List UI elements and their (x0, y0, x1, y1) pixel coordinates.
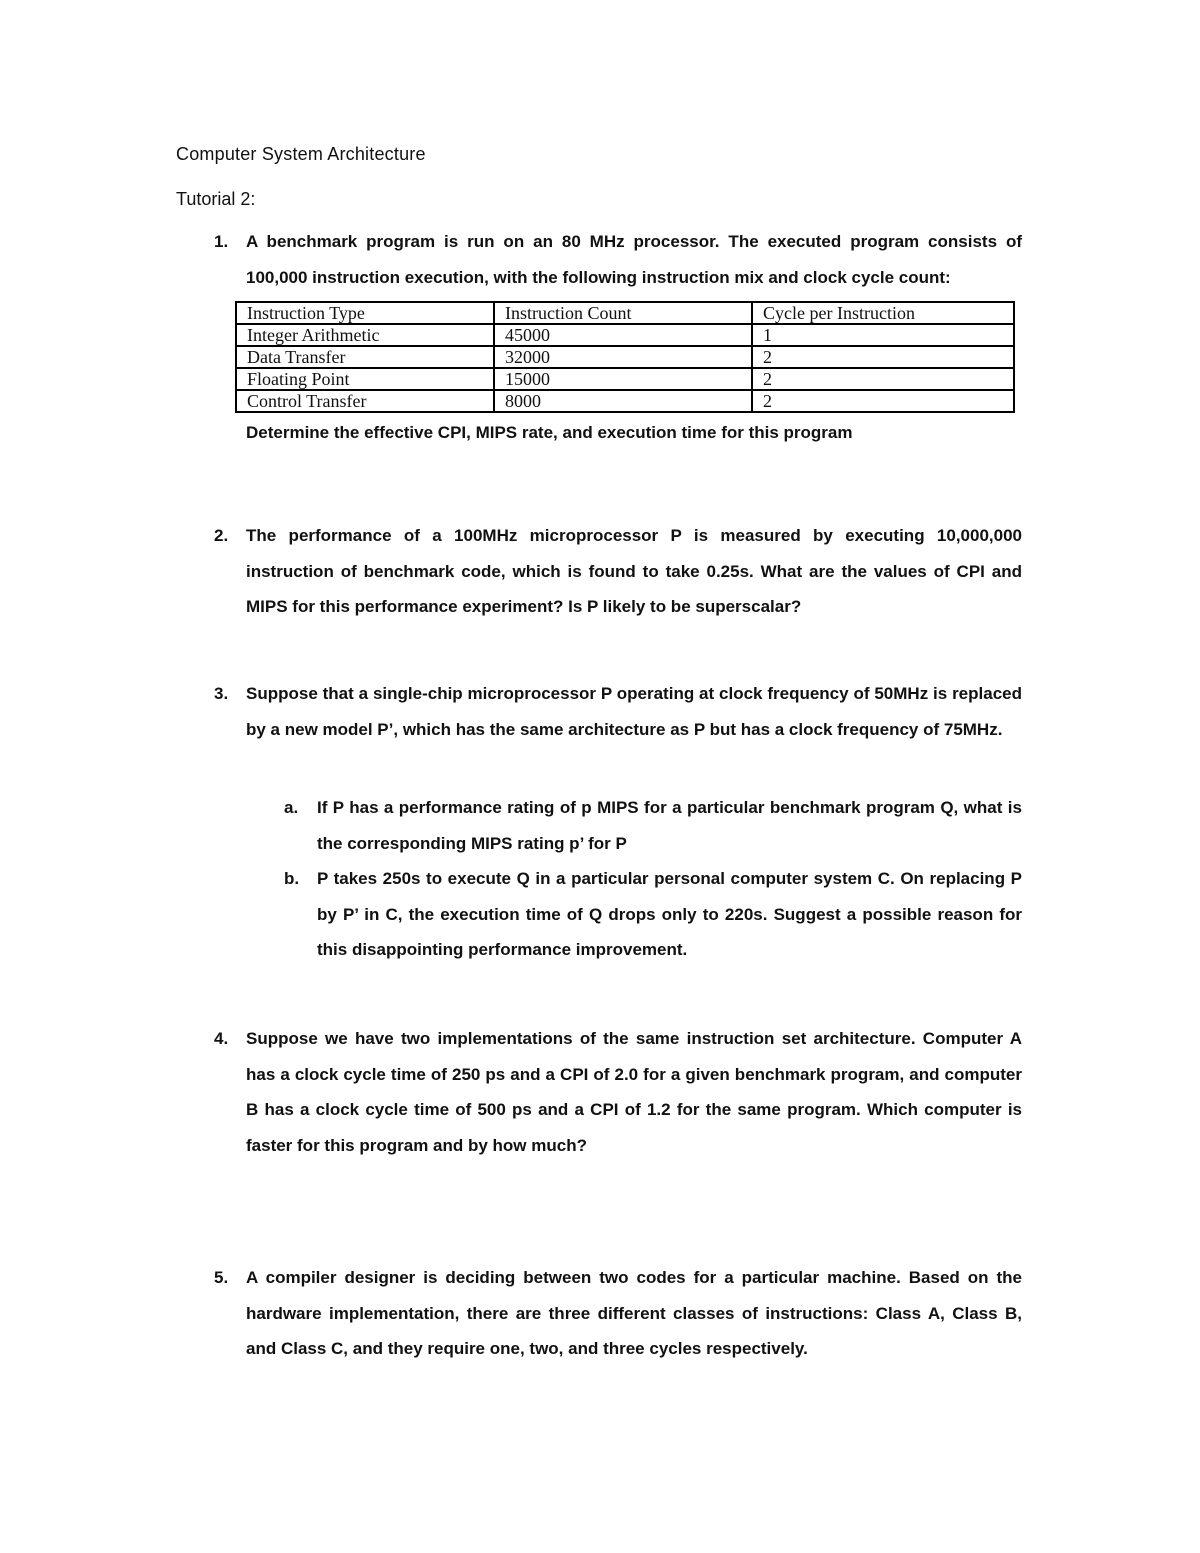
sub-question-letter: a. (284, 798, 299, 817)
question-text: Suppose that a single-chip microprocessor P operating at clock frequency of 50MHz is replaced by a new model P’, which has the same architecture as P but has a clock frequency of 75MHz. (246, 684, 1022, 739)
table-cell: Integer Arithmetic (236, 324, 494, 346)
question-number: 4. (214, 1029, 229, 1048)
table-row (236, 346, 1014, 368)
table-header-cell: Instruction Type (236, 302, 494, 324)
question-number: 1. (214, 232, 229, 251)
table-row (236, 368, 1014, 390)
question-text: A benchmark program is run on an 80 MHz processor. The executed program consists of 100,000 instruction execution, with the following instruction mix and clock cycle count: (246, 232, 1022, 287)
table-cell: 15000 (494, 368, 752, 390)
table-cell: Floating Point (236, 368, 494, 390)
table-header-row (236, 302, 1014, 324)
table-cell: Data Transfer (236, 346, 494, 368)
instruction-mix-table (235, 301, 1015, 413)
table-cell: 8000 (494, 390, 752, 412)
question-1-instruction: Determine the effective CPI, MIPS rate, and execution time for this program (246, 423, 853, 442)
question-text: A compiler designer is deciding between two codes for a particular machine. Based on the hardware implementation, there are three different classes of instructions: Class A, Class B, and Class C, and they require one, two, and three cycles respectively. (246, 1268, 1022, 1358)
table-header-cell: Instruction Count (494, 302, 752, 324)
table-cell: 1 (752, 324, 1014, 346)
question-number: 3. (214, 684, 229, 703)
tutorial-heading: Tutorial 2: (176, 189, 256, 209)
document-title: Computer System Architecture (176, 144, 426, 164)
question-number: 2. (214, 526, 229, 545)
question-text: The performance of a 100MHz microprocessor P is measured by executing 10,000,000 instruction of benchmark code, which is found to take 0.25s. What are the values of CPI and MIPS for this performance experiment? Is P likely to be superscalar? (246, 526, 1022, 616)
table-row (236, 390, 1014, 412)
question-number: 5. (214, 1268, 229, 1287)
sub-question-letter: b. (284, 869, 300, 888)
question-text: Suppose we have two implementations of the same instruction set architecture. Computer A has a clock cycle time of 250 ps and a CPI of 2.0 for a given benchmark program, and computer B has a clock cycle time of 500 ps and a CPI of 1.2 for the same program. Which computer is faster for this program and by how much? (246, 1029, 1022, 1155)
table-cell: Control Transfer (236, 390, 494, 412)
table-header-cell: Cycle per Instruction (752, 302, 1014, 324)
table-cell: 2 (752, 368, 1014, 390)
table-cell: 45000 (494, 324, 752, 346)
sub-question-text: P takes 250s to execute Q in a particular personal computer system C. On replacing P by P’ in C, the execution time of Q drops only to 220s. Suggest a possible reason for this disappointing performance improvement. (317, 869, 1022, 959)
sub-question-text: If P has a performance rating of p MIPS for a particular benchmark program Q, what is the corresponding MIPS rating p’ for P (317, 798, 1022, 853)
table-cell: 32000 (494, 346, 752, 368)
table-row (236, 324, 1014, 346)
table-cell: 2 (752, 346, 1014, 368)
table-cell: 2 (752, 390, 1014, 412)
